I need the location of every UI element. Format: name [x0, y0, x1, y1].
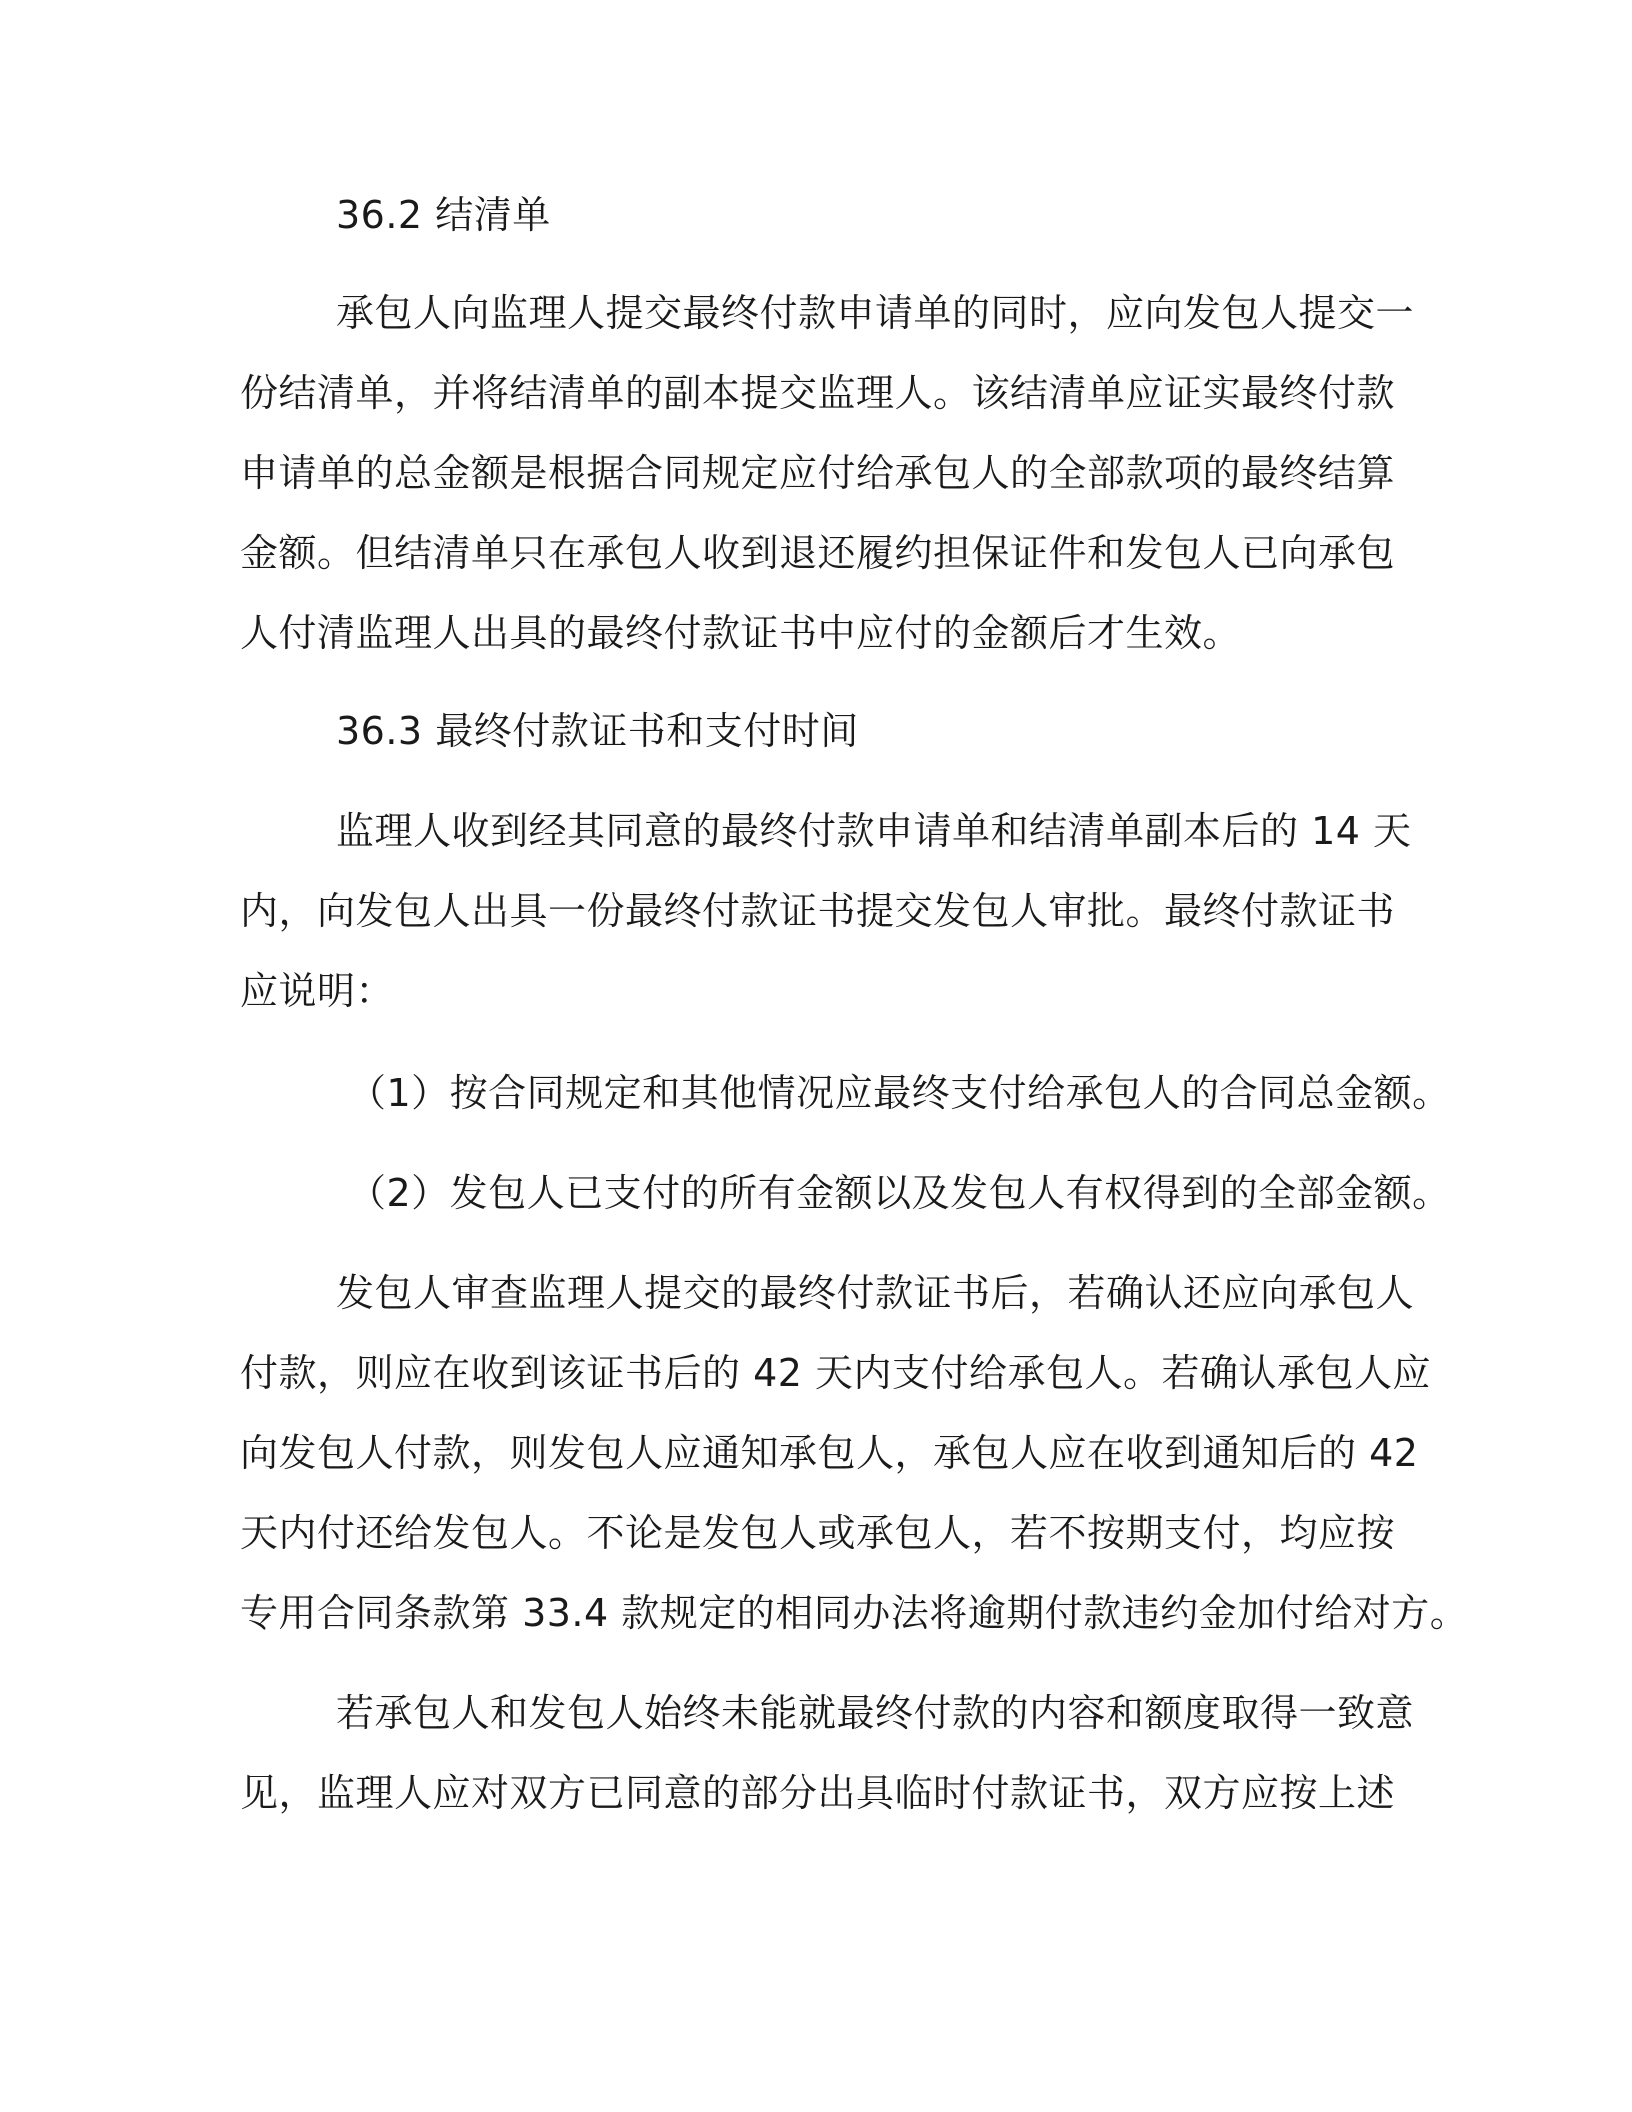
paragraph-line: 份结清单，并将结清单的副本提交监理人。该结清单应证实最终付款: [240, 371, 1396, 415]
paragraph-line: 发包人审查监理人提交的最终付款证书后，若确认还应向承包人: [336, 1271, 1415, 1315]
paragraph-line: 监理人收到经其同意的最终付款申请单和结清单副本后的 14 天: [336, 809, 1412, 853]
list-item-2: （2）发包人已支付的所有金额以及发包人有权得到的全部金额。: [348, 1171, 1451, 1215]
paragraph-line: 向发包人付款，则发包人应通知承包人，承包人应在收到通知后的 42: [240, 1431, 1419, 1475]
paragraph-line: 应说明：: [240, 969, 395, 1013]
paragraph-line: 人付清监理人出具的最终付款证书中应付的金额后才生效。: [240, 611, 1242, 655]
paragraph-line: 金额。但结清单只在承包人收到退还履约担保证件和发包人已向承包: [240, 531, 1396, 575]
paragraph-line: 承包人向监理人提交最终付款申请单的同时，应向发包人提交一: [336, 291, 1415, 335]
paragraph-line: 若承包人和发包人始终未能就最终付款的内容和额度取得一致意: [336, 1691, 1415, 1735]
paragraph-line: 见，监理人应对双方已同意的部分出具临时付款证书，双方应按上述: [240, 1771, 1396, 1815]
paragraph-line: 付款，则应在收到该证书后的 42 天内支付给承包人。若确认承包人应: [240, 1351, 1432, 1395]
section-heading-36-2: 36.2 结清单: [336, 193, 551, 237]
list-item-1: （1）按合同规定和其他情况应最终支付给承包人的合同总金额。: [348, 1071, 1451, 1115]
paragraph-line: 内，向发包人出具一份最终付款证书提交发包人审批。最终付款证书: [240, 889, 1396, 933]
paragraph-line: 天内付还给发包人。不论是发包人或承包人，若不按期支付，均应按: [240, 1511, 1396, 1555]
paragraph-line: 申请单的总金额是根据合同规定应付给承包人的全部款项的最终结算: [240, 451, 1396, 495]
section-heading-36-3: 36.3 最终付款证书和支付时间: [336, 709, 859, 753]
paragraph-line: 专用合同条款第 33.4 款规定的相同办法将逾期付款违约金加付给对方。: [240, 1591, 1469, 1635]
